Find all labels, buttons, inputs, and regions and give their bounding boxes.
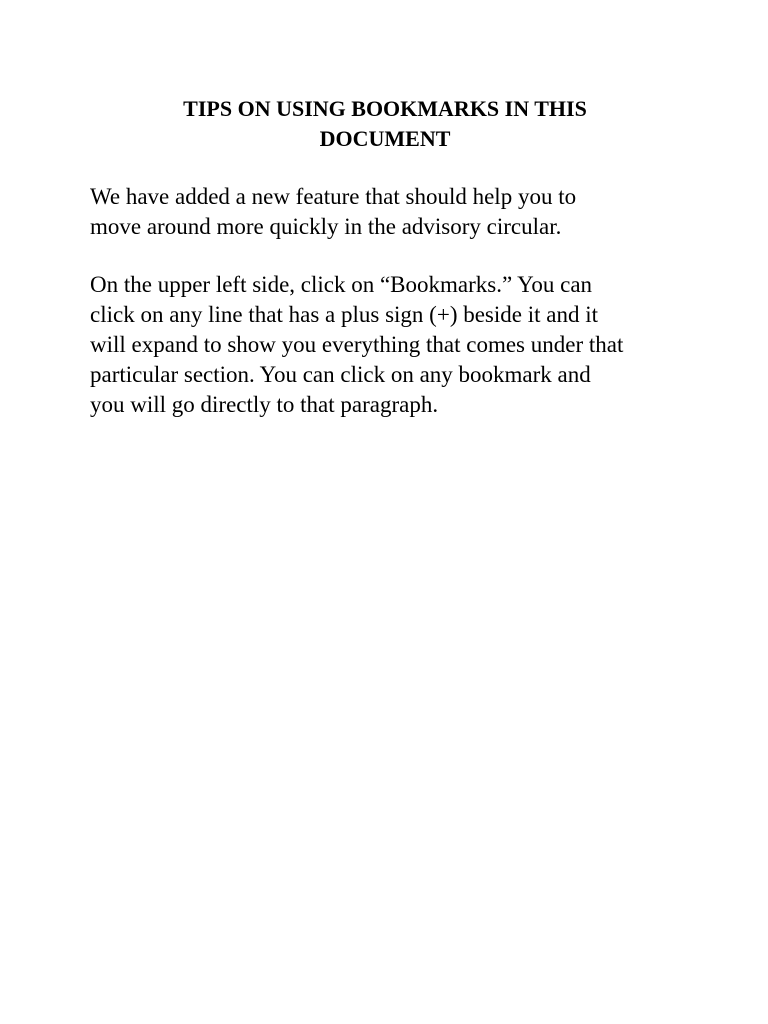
paragraph-line: move around more quickly in the advisory circular. (90, 214, 562, 239)
paragraph-line: particular section. You can click on any bookmark and (90, 362, 591, 387)
paragraph-line: On the upper left side, click on “Bookmarks.” You can (90, 272, 593, 297)
paragraph-line: will expand to show you everything that comes under that (90, 332, 624, 357)
document-title (90, 94, 680, 154)
paragraph-line: you will go directly to that paragraph. (90, 392, 439, 417)
title-line: DOCUMENT (319, 126, 451, 151)
paragraph-line: click on any line that has a plus sign (+) beside it and it (90, 302, 598, 327)
paragraph-line: We have added a new feature that should help you to (90, 184, 577, 209)
instructions-paragraph (90, 270, 690, 420)
intro-paragraph (90, 182, 690, 242)
title-line: TIPS ON USING BOOKMARKS IN THIS (183, 96, 587, 121)
